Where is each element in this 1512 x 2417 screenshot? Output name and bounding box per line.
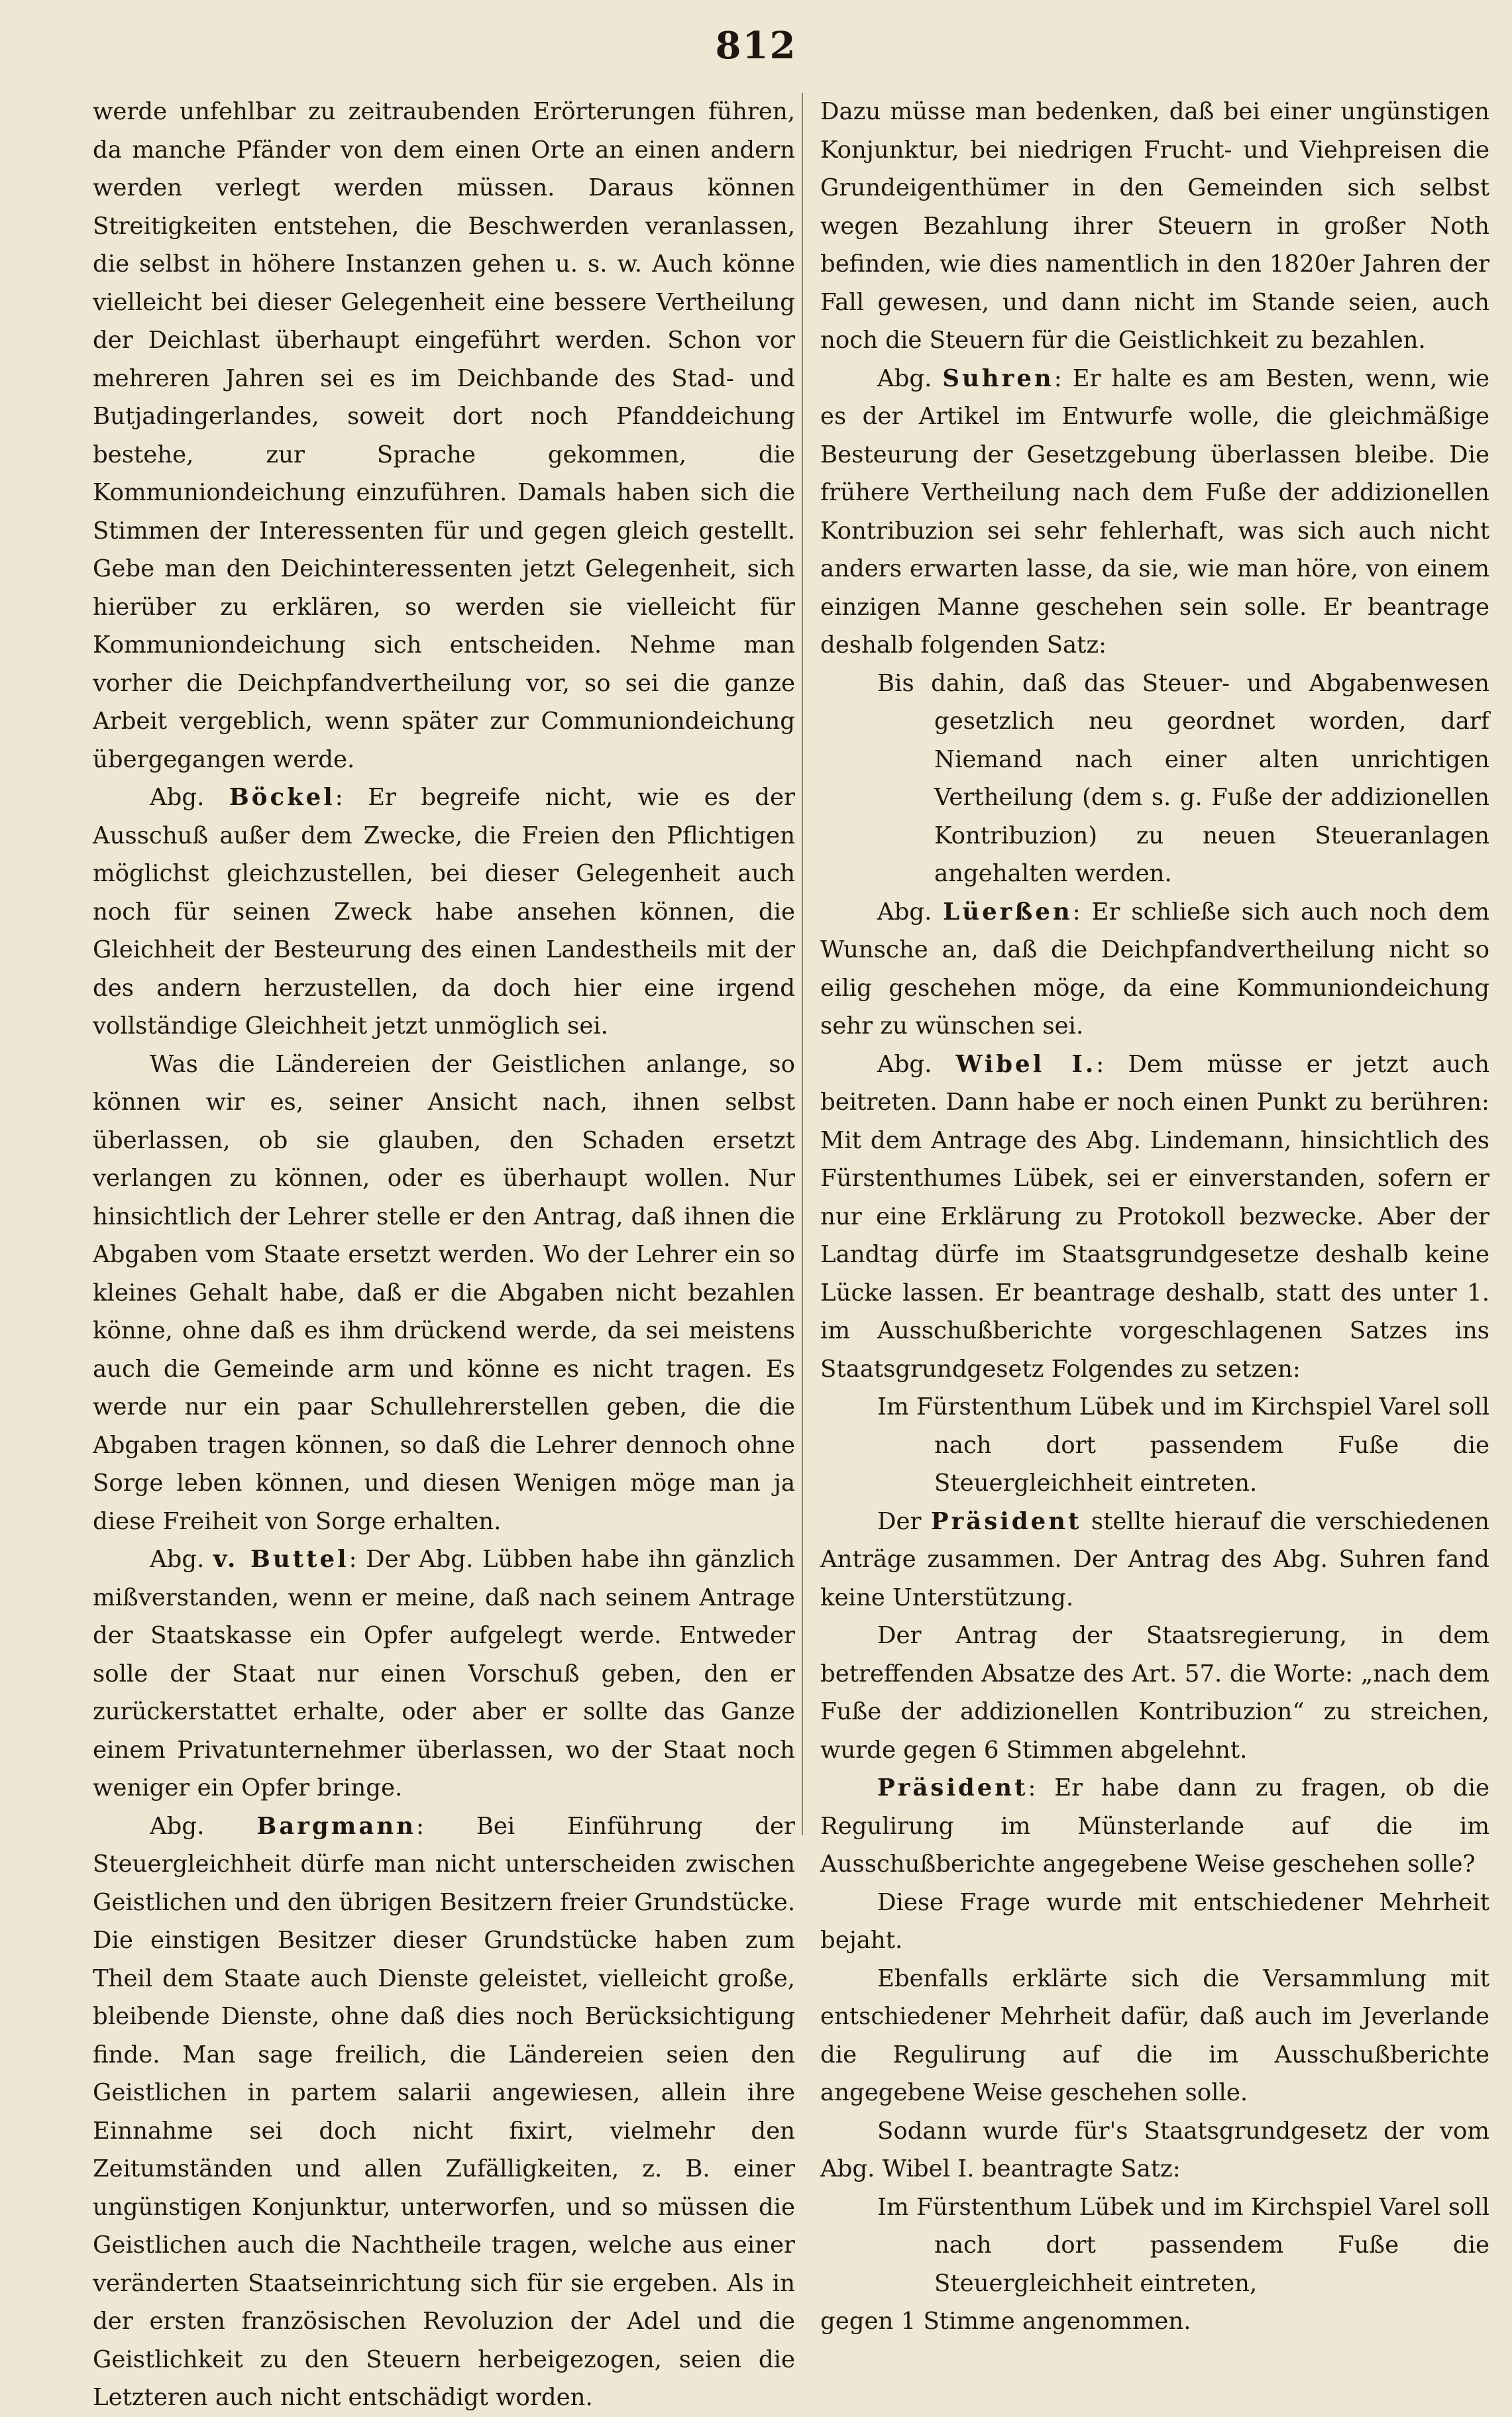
page-number: 812 bbox=[715, 24, 797, 68]
speaker-prefix: Abg. bbox=[877, 1050, 956, 1078]
speaker-name: Suhren bbox=[942, 364, 1054, 392]
right-column-paragraph bbox=[877, 2188, 1489, 2303]
speaker-name: Bargmann bbox=[256, 1812, 416, 1840]
column-divider bbox=[802, 93, 803, 1835]
right-column-paragraph bbox=[820, 2112, 1489, 2188]
left-column-paragraph bbox=[93, 779, 795, 1046]
right-column-paragraph bbox=[820, 1617, 1489, 1769]
right-column-paragraph bbox=[820, 1884, 1489, 1960]
paragraph-text: : Er schließe sich auch noch dem Wunsche an, daß die Deichpfandvertheilung nicht so eilig geschehen möge, da eine Kommuniondeichung sehr zu wünschen sei. bbox=[820, 898, 1489, 1040]
paragraph-text: Sodann wurde für's Staatsgrundgesetz der vom Abg. Wibel I. beantragte Satz: bbox=[820, 2117, 1489, 2182]
paragraph-text: : Er habe dann zu fragen, ob die Regulirung im Münsterlande auf die im Ausschußberichte angegebene Weise geschehen solle? bbox=[820, 1774, 1489, 1878]
left-column-paragraph bbox=[93, 1807, 795, 2417]
right-column-paragraph bbox=[820, 1960, 1489, 2112]
paragraph-text: Ebenfalls erklärte sich die Versammlung mit entschiedener Mehrheit dafür, daß auch im Jeverlande die Regulirung auf die im Ausschußberichte angegebene Weise geschehen solle. bbox=[820, 1964, 1489, 2106]
right-column-paragraph bbox=[820, 893, 1489, 1046]
right-column-paragraph bbox=[820, 360, 1489, 665]
speaker-name: Präsident bbox=[930, 1507, 1082, 1535]
paragraph-text: : Der Abg. Lübben habe ihn gänzlich mißverstanden, wenn er meine, daß nach seinem Antrage der Staatskasse ein Opfer aufgelegt werde. Entweder solle der Staat nur einen Vorschuß geben, den er zurückerstattet erhalte, oder aber er sollte das Ganze einem Privatunternehmer überlassen, wo der Staat noch weniger ein Opfer bringe. bbox=[93, 1546, 795, 1801]
paragraph-text: Bis dahin, daß das Steuer- und Abgabenwesen gesetzlich neu geordnet worden, darf Niemand nach einer alten unrichtigen Vertheilung (dem s. g. Fuße der addizionellen Kontribuzion) zu neuen Steueranlagen angehalten werden. bbox=[877, 669, 1489, 887]
paragraph-text: Dazu müsse man bedenken, daß bei einer ungünstigen Konjunktur, bei niedrigen Frucht- und Viehpreisen die Grundeigenthümer in den Gemeinden sich selbst wegen Bezahlung ihrer Steuern in großer Noth befinden, wie dies namentlich in den 1820er Jahren der Fall gewesen, und dann nicht im Stande seien, auch noch die Steuern für die Geistlichkeit zu bezahlen. bbox=[820, 98, 1489, 354]
paragraph-text: Im Fürstenthum Lübek und im Kirchspiel Varel soll nach dort passendem Fuße die Steuergleichheit eintreten. bbox=[877, 1393, 1489, 1497]
left-column-paragraph bbox=[93, 93, 795, 779]
speaker-prefix: Abg. bbox=[150, 784, 229, 811]
right-column bbox=[820, 93, 1489, 2341]
speaker-name: Böckel bbox=[229, 784, 335, 811]
paragraph-text: : Er halte es am Besten, wenn, wie es der Artikel im Entwurfe wolle, die gleichmäßige Besteurung der Gesetzgebung überlassen bleibe. Die frühere Vertheilung nach dem Fuße der addizionellen Kontribuzion sei sehr fehlerhaft, was sich auch nicht anders erwarten lasse, da sie, wie man höre, von einem einzigen Manne geschehen sein solle. Er beantrage deshalb folgenden Satz: bbox=[820, 364, 1489, 659]
paragraph-text: : Dem müsse er jetzt auch beitreten. Dann habe er noch einen Punkt zu berühren: Mit dem Antrage des Abg. Lindemann, hinsichtlich des Fürstenthumes Lübek, sei er einverstanden, sofern er nur eine Erklärung zu Protokoll bezwecke. Aber der Landtag dürfe im Staatsgrundgesetze deshalb keine Lücke lassen. Er beantrage deshalb, statt des unter 1. im Ausschußberichte vorgeschlagenen Satzes ins Staatsgrundgesetz Folgendes zu setzen: bbox=[820, 1050, 1489, 1383]
right-column-paragraph bbox=[820, 1046, 1489, 1389]
speaker-prefix: Abg. bbox=[877, 898, 944, 926]
right-column-paragraph bbox=[820, 1503, 1489, 1617]
speaker-prefix: Abg. bbox=[877, 364, 943, 392]
speaker-name: Lüerßen bbox=[943, 898, 1073, 926]
right-column-paragraph bbox=[820, 2302, 1489, 2341]
right-column-paragraph bbox=[820, 1769, 1489, 1884]
paragraph-text: Der Antrag der Staatsregierung, in dem betreffenden Absatze des Art. 57. die Worte: „nach dem Fuße der addizionellen Kontribuzion“ zu streichen, wurde gegen 6 Stimmen abgelehnt. bbox=[820, 1622, 1489, 1764]
speaker-prefix: Abg. bbox=[150, 1546, 213, 1573]
right-column-paragraph bbox=[877, 665, 1489, 893]
paragraph-text: Im Fürstenthum Lübek und im Kirchspiel Varel soll nach dort passendem Fuße die Steuergleichheit eintreten, bbox=[877, 2193, 1489, 2297]
paragraph-text: : Bei Einführung der Steuergleichheit dürfe man nicht unterscheiden zwischen Geistlichen und den übrigen Besitzern freier Grundstücke. Die einstigen Besitzer dieser Grundstücke haben zum Theil dem Staate auch Dienste geleistet, vielleicht große, bleibende Dienste, ohne daß dies noch Berücksichtigung finde. Man sage freilich, die Ländereien seien den Geistlichen in partem salarii angewiesen, allein ihre Einnahme sei doch nicht fixirt, vielmehr den Zeitumständen und allen Zufälligkeiten, z. B. einer ungünstigen Konjunktur, unterworfen, und so müssen die Geistlichen auch die Nachtheile tragen, welche aus einer veränderten Staatseinrichtung sich für sie ergeben. Als in der ersten französischen Revoluzion der Adel und die Geistlichkeit zu den Steuern herbeigezogen, seien die Letzteren auch nicht entschädigt worden. bbox=[93, 1812, 796, 2411]
right-column-paragraph bbox=[820, 93, 1489, 360]
paragraph-text: gegen 1 Stimme angenommen. bbox=[820, 2308, 1191, 2335]
paragraph-text: stellte hierauf die verschiedenen Anträge zusammen. Der Antrag des Abg. Suhren fand keine Unterstützung. bbox=[820, 1507, 1489, 1611]
left-column-paragraph bbox=[93, 1540, 795, 1807]
right-column-paragraph bbox=[877, 1388, 1489, 1503]
speaker-name: v. Buttel bbox=[213, 1546, 349, 1573]
paragraph-text: : Er begreife nicht, wie es der Ausschuß außer dem Zwecke, die Freien den Pflichtigen möglichst gleichzustellen, bei dieser Gelegenheit auch noch für seinen Zweck habe ansehen können, die Gleichheit der Besteurung des einen Landestheils mit der des andern herzustellen, da doch hier eine irgend vollständige Gleichheit jetzt unmöglich sei. bbox=[93, 784, 796, 1040]
speaker-name: Präsident bbox=[877, 1774, 1028, 1801]
paragraph-text: Diese Frage wurde mit entschiedener Mehrheit bejaht. bbox=[820, 1888, 1489, 1954]
paragraph-text: werde unfehlbar zu zeitraubenden Erörterungen führen, da manche Pfänder von dem einen Orte an einen andern werden verlegt werden müssen. Daraus können Streitigkeiten entstehen, die Beschwerden veranlassen, die selbst in höhere Instanzen gehen u. s. w. Auch könne vielleicht bei dieser Gelegenheit eine bessere Vertheilung der Deichlast überhaupt eingeführt werden. Schon vor mehreren Jahren sei es im Deichbande des Stad- und Butjadingerlandes, soweit dort noch Pfanddeichung bestehe, zur Sprache gekommen, die Kommuniondeichung einzuführen. Damals haben sich die Stimmen der Interessenten für und gegen gleich gestellt. Gebe man den Deichinteressenten jetzt Gelegenheit, sich hierüber zu erklären, so werden sie vielleicht für Kommuniondeichung sich entscheiden. Nehme man vorher die Deichpfandvertheilung vor, so sei die ganze Arbeit vergeblich, wenn später zur Communiondeichung übergegangen werde. bbox=[93, 98, 795, 773]
speaker-prefix: Der bbox=[877, 1507, 931, 1535]
speaker-name: Wibel I. bbox=[955, 1050, 1097, 1078]
left-column bbox=[93, 93, 795, 2417]
speaker-prefix: Abg. bbox=[150, 1812, 257, 1840]
paragraph-text: Was die Ländereien der Geistlichen anlange, so können wir es, seiner Ansicht nach, ihnen selbst überlassen, ob sie glauben, den Schaden ersetzt verlangen zu können, oder es überhaupt wollen. Nur hinsichtlich der Lehrer stelle er den Antrag, daß ihnen die Abgaben vom Staate ersetzt werden. Wo der Lehrer ein so kleines Gehalt habe, daß er die Abgaben nicht bezahlen könne, ohne daß es ihm drückend werde, da sei meistens auch die Gemeinde arm und könne es nicht tragen. Es werde nur ein paar Schullehrerstellen geben, die die Abgaben tragen können, so daß die Lehrer dennoch ohne Sorge leben können, und diesen Wenigen möge man ja diese Freiheit von Sorge erhalten. bbox=[93, 1050, 795, 1535]
left-column-paragraph bbox=[93, 1046, 795, 1541]
